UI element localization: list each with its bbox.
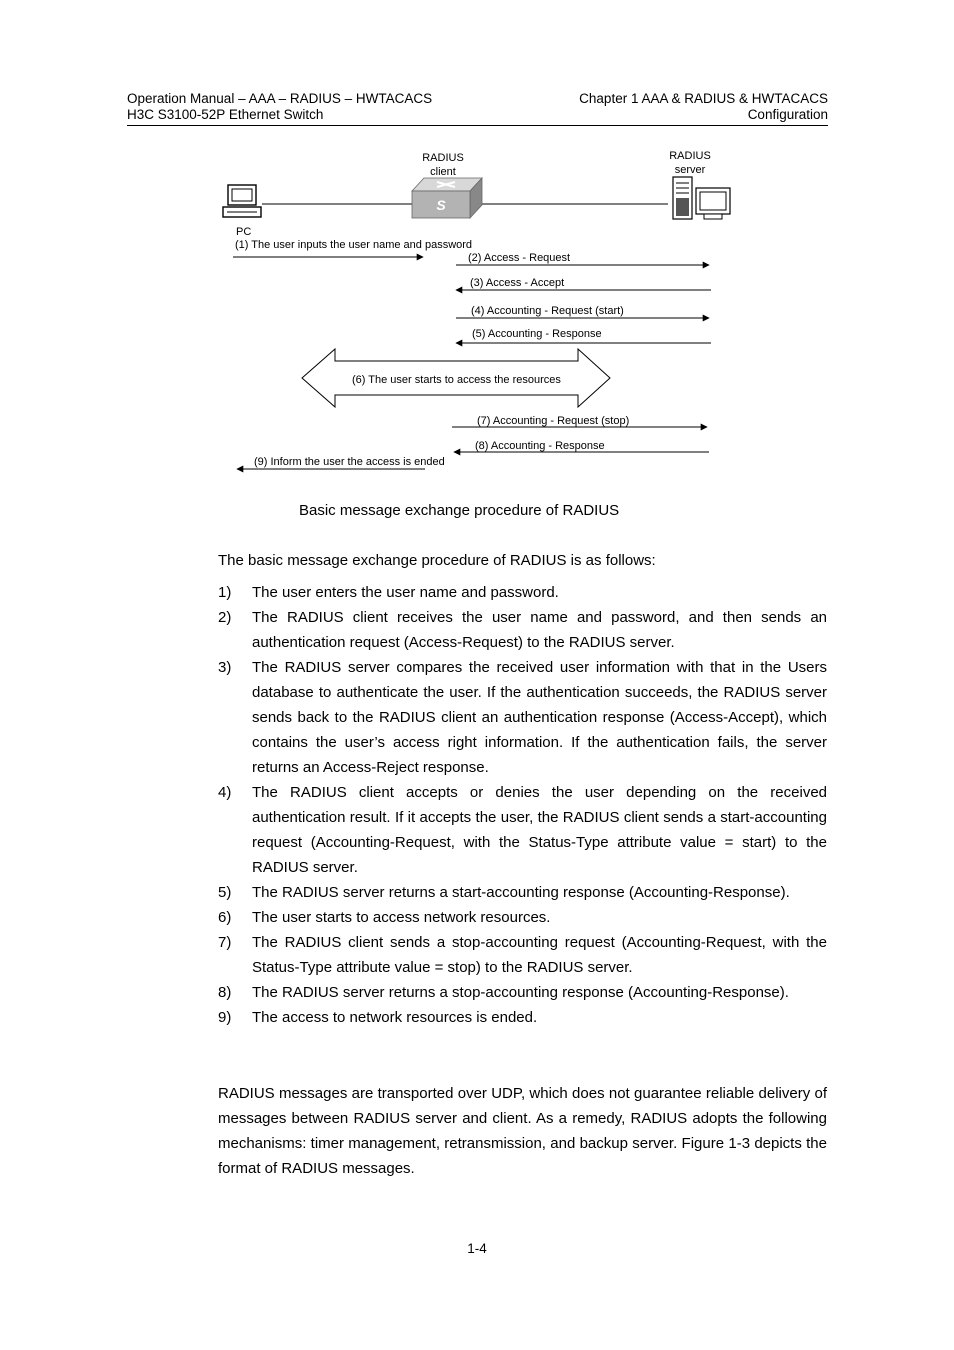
step-number: 2)	[218, 609, 232, 626]
list-item	[218, 605, 827, 655]
step-number: 5)	[218, 884, 232, 901]
step-number: 7)	[218, 934, 232, 951]
list-item	[218, 655, 827, 780]
list-item	[218, 980, 827, 1005]
radius-client-label-line1: RADIUS	[422, 152, 464, 164]
radius-server-label-line2: server	[674, 164, 706, 176]
list-item	[218, 1005, 827, 1030]
list-item	[218, 780, 827, 880]
step-text: The RADIUS server compares the received user information with that in the Users database to authenticate the user. If the authentication succeeds, the RADIUS server sends back to the RADIUS client an authentication response (Access-Accept), which contains the user’s access right information. If the authentication fails, the server returns an Access-Reject response.	[252, 659, 827, 776]
step-text: The user starts to access network resources.	[252, 909, 551, 926]
message-4-label: (4) Accounting - Request (start)	[471, 305, 624, 317]
page-number: 1-4	[467, 1241, 487, 1256]
radius-server-label-line1: RADIUS	[669, 150, 711, 162]
switch-icon	[412, 178, 482, 218]
server-icon	[673, 177, 730, 219]
step-number: 1)	[218, 584, 232, 601]
manual-title: Operation Manual – AAA – RADIUS – HWTACACS	[127, 91, 433, 106]
step-number: 9)	[218, 1009, 232, 1026]
step-text: The RADIUS client receives the user name and password, and then sends an authentication request (Access-Request) to the RADIUS server.	[252, 609, 827, 651]
procedure-steps	[218, 580, 827, 1030]
svg-text:S: S	[436, 197, 446, 213]
step-text: The RADIUS client sends a stop-accounting request (Accounting-Request, with the Status-Type attribute value = stop) to the RADIUS server.	[252, 934, 827, 976]
radius-message-diagram	[0, 0, 954, 500]
step-text: The RADIUS client accepts or denies the user depending on the received authentication result. If it accepts the user, the RADIUS client sends a start-accounting request (Accounting-Request, with the Status-Type attribute value = start) to the RADIUS server.	[252, 784, 827, 876]
message-3-label: (3) Access - Accept	[470, 277, 565, 289]
step-text: The user enters the user name and password.	[252, 584, 559, 601]
step-text: The RADIUS server returns a stop-accounting response (Accounting-Response).	[252, 984, 789, 1001]
pc-label: PC	[236, 226, 252, 238]
message-9-label: (9) Inform the user the access is ended	[254, 456, 445, 468]
figure-caption: Basic message exchange procedure of RADIUS	[299, 502, 620, 519]
message-8-label: (8) Accounting - Response	[475, 440, 605, 452]
list-item	[218, 930, 827, 980]
step-number: 8)	[218, 984, 232, 1001]
step-number: 4)	[218, 784, 232, 801]
list-item	[218, 905, 827, 930]
message-1-label: (1) The user inputs the user name and password	[235, 239, 473, 251]
udp-transport-paragraph: RADIUS messages are transported over UDP, which does not guarantee reliable delivery of messages between RADIUS server and client. As a remedy, RADIUS adopts the following mechanisms: timer management, retransmission, and backup server. Figure 1-3 depicts the format of RADIUS messages.	[218, 1085, 827, 1177]
message-2-label: (2) Access - Request	[468, 252, 571, 264]
list-item	[218, 880, 827, 905]
message-7-label: (7) Accounting - Request (stop)	[477, 415, 630, 427]
step-text: The access to network resources is ended.	[252, 1009, 538, 1026]
step-number: 6)	[218, 909, 232, 926]
radius-client-label-line2: client	[430, 166, 456, 178]
message-5-label: (5) Accounting - Response	[472, 328, 602, 340]
step-number: 3)	[218, 659, 232, 676]
product-name: H3C S3100-52P Ethernet Switch	[127, 107, 324, 122]
chapter-title: Chapter 1 AAA & RADIUS & HWTACACS	[579, 91, 828, 106]
pc-icon	[223, 185, 261, 217]
intro-text: The basic message exchange procedure of RADIUS is as follows:	[218, 552, 656, 569]
message-6-label: (6) The user starts to access the resources	[352, 374, 561, 386]
section-title: Configuration	[747, 107, 828, 122]
step-text: The RADIUS server returns a start-accounting response (Accounting-Response).	[252, 884, 790, 901]
list-item	[218, 580, 827, 605]
